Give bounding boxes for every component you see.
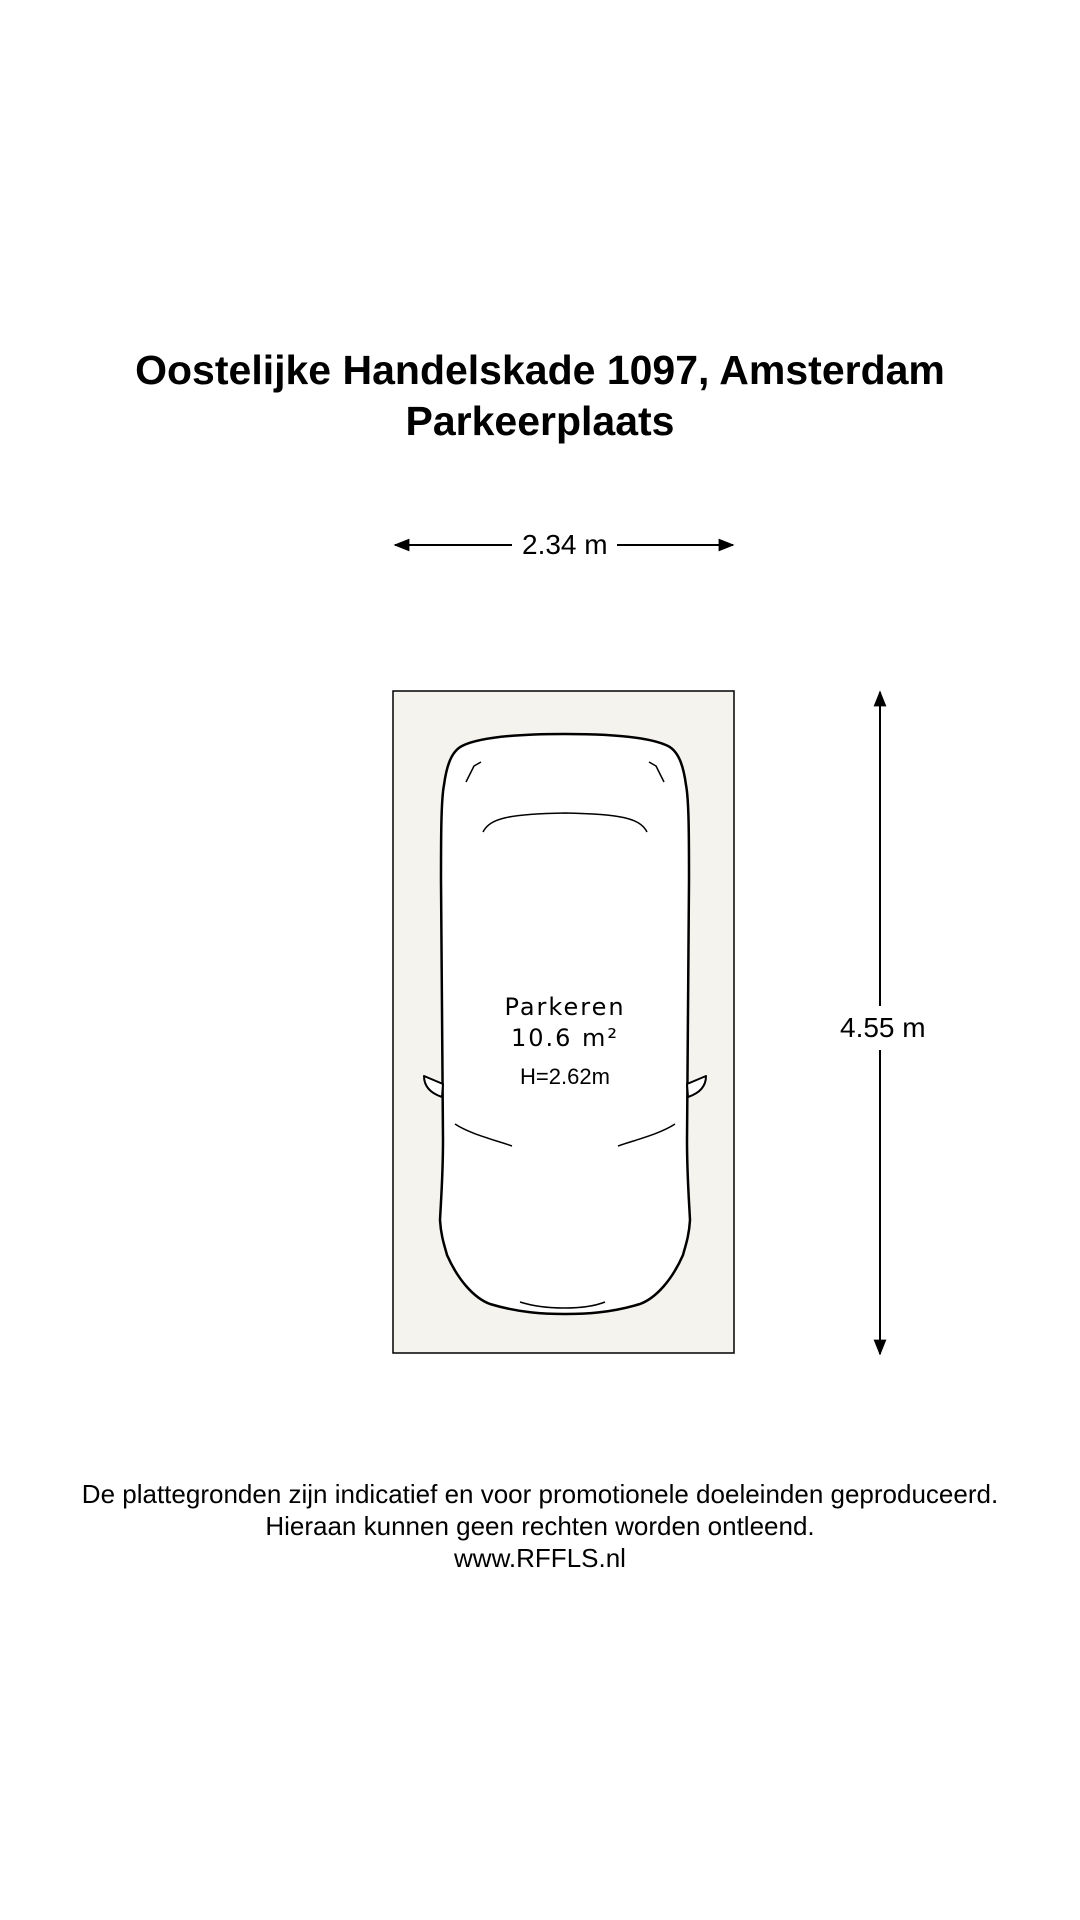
width-dimension-label: 2.34 m	[522, 529, 608, 560]
plan-subtitle: Parkeerplaats	[405, 398, 675, 444]
room-name: Parkeren	[504, 993, 626, 1021]
length-dimension-label: 4.55 m	[840, 1012, 926, 1043]
disclaimer-text: De plattegronden zijn indicatief en voor promotionele doeleinden geproduceerd.	[81, 1479, 999, 1509]
room-height: H=2.62m	[520, 1064, 610, 1089]
website-link[interactable]: www.RFFLS.nl	[454, 1543, 626, 1573]
plan-title: Oostelijke Handelskade 1097, Amsterdam	[135, 347, 945, 393]
room-area: 10.6 m²	[510, 1024, 620, 1052]
disclaimer-text-2: Hieraan kunnen geen rechten worden ontleend.	[265, 1511, 815, 1541]
